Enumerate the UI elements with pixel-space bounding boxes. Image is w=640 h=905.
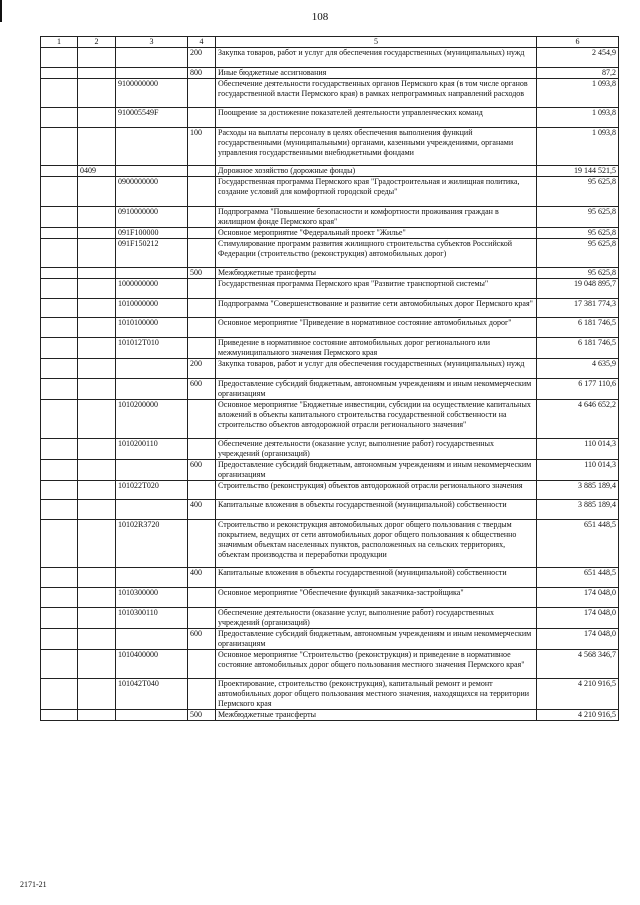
cell-c1 (41, 78, 78, 107)
cell-c1 (41, 438, 78, 459)
table-row (41, 206, 619, 227)
cell-c2 (78, 607, 116, 628)
table-row (41, 438, 619, 459)
cell-c1 (41, 127, 78, 166)
cell-c1 (41, 206, 78, 227)
cell-c6: 2 454,9 (537, 48, 619, 68)
cell-c5: Строительство и реконструкция автомобильных дорог общего пользования с твердым покрытием, ведущих от сети автомобильных дорог общего пользования к общественно значимым объектам населенных пунктов, расположенных на сельских территориях, объектам производства и переработки продукции (216, 520, 537, 568)
cell-c5: Основное мероприятие "Обеспечение функций заказчика-застройщика" (216, 587, 537, 607)
cell-c6: 174 048,0 (537, 628, 619, 649)
cell-c4 (188, 649, 216, 678)
cell-c3 (116, 500, 188, 520)
cell-c4: 500 (188, 267, 216, 278)
header-cell: 3 (116, 37, 188, 48)
cell-c4 (188, 206, 216, 227)
cell-c4 (188, 278, 216, 298)
cell-c6: 4 210 916,5 (537, 678, 619, 709)
cell-c4 (188, 227, 216, 238)
cell-c2 (78, 520, 116, 568)
cell-c6: 110 014,3 (537, 438, 619, 459)
cell-c6: 110 014,3 (537, 459, 619, 480)
table-row (41, 227, 619, 238)
cell-c2 (78, 338, 116, 359)
cell-c2 (78, 568, 116, 588)
cell-c5: Проектирование, строительство (реконструкция), капитальный ремонт и ремонт автомобильных дорог общего пользования местного значения, находящихся на территории Пермского края (216, 678, 537, 709)
table-row (41, 278, 619, 298)
cell-c1 (41, 628, 78, 649)
cell-c5: Обеспечение деятельности (оказание услуг, выполнение работ) государственных учреждений (организаций) (216, 607, 537, 628)
cell-c2 (78, 649, 116, 678)
cell-c3 (116, 127, 188, 166)
cell-c2 (78, 459, 116, 480)
cell-c3: 910005549F (116, 107, 188, 127)
cell-c2 (78, 587, 116, 607)
cell-c6: 4 210 916,5 (537, 709, 619, 720)
table-row (41, 568, 619, 588)
cell-c3: 091F100000 (116, 227, 188, 238)
header-cell: 6 (537, 37, 619, 48)
table-row (41, 338, 619, 359)
cell-c6: 1 093,8 (537, 78, 619, 107)
cell-c3: 1010200110 (116, 438, 188, 459)
header-cell: 2 (78, 37, 116, 48)
cell-c2 (78, 267, 116, 278)
cell-c2 (78, 48, 116, 68)
cell-c5: Поощрение за достижение показателей деятельности управленческих команд (216, 107, 537, 127)
cell-c4 (188, 587, 216, 607)
cell-c4: 500 (188, 709, 216, 720)
cell-c5: Предоставление субсидий бюджетным, автономным учреждениям и иным некоммерческим организациям (216, 459, 537, 480)
cell-c4 (188, 399, 216, 438)
cell-c2 (78, 107, 116, 127)
cell-c3: 101022T020 (116, 480, 188, 500)
cell-c5: Стимулирование программ развития жилищного строительства субъектов Российской Федерации (строительство (реконструкция) автомобильных дорог) (216, 238, 537, 267)
cell-c5: Межбюджетные трансферты (216, 267, 537, 278)
cell-c5: Государственная программа Пермского края "Развитие транспортной системы" (216, 278, 537, 298)
cell-c1 (41, 338, 78, 359)
cell-c5: Обеспечение деятельности государственных органов Пермского края (в том числе органов государственной власти Пермского края) в рамках непрограммных направлений расходов (216, 78, 537, 107)
cell-c5: Основное мероприятие "Бюджетные инвестиции, субсидии на осуществление капитальных вложений в объекты капитального строительства государственной собственности на строительство объектов автодорожной отрасли регионального значения" (216, 399, 537, 438)
cell-c2 (78, 278, 116, 298)
cell-c1 (41, 107, 78, 127)
cell-c3 (116, 359, 188, 379)
cell-c4: 200 (188, 359, 216, 379)
cell-c2 (78, 177, 116, 206)
cell-c6: 651 448,5 (537, 568, 619, 588)
cell-c4: 800 (188, 67, 216, 78)
cell-c3: 1010100000 (116, 318, 188, 338)
cell-c6: 19 144 521,5 (537, 166, 619, 177)
cell-c1 (41, 318, 78, 338)
cell-c2: 0409 (78, 166, 116, 177)
header-cell: 1 (41, 37, 78, 48)
table-row (41, 587, 619, 607)
cell-c5: Подпрограмма "Повышение безопасности и комфортности проживания граждан в жилищном фонде Пермского края" (216, 206, 537, 227)
cell-c6: 6 181 746,5 (537, 318, 619, 338)
cell-c4 (188, 107, 216, 127)
cell-c5: Подпрограмма "Совершенствование и развитие сети автомобильных дорог Пермского края" (216, 298, 537, 318)
budget-table (40, 36, 619, 721)
cell-c5: Иные бюджетные ассигнования (216, 67, 537, 78)
cell-c3 (116, 166, 188, 177)
table-row (41, 166, 619, 177)
cell-c4: 600 (188, 378, 216, 399)
cell-c2 (78, 227, 116, 238)
cell-c1 (41, 378, 78, 399)
cell-c1 (41, 587, 78, 607)
cell-c3: 1010000000 (116, 298, 188, 318)
cell-c2 (78, 127, 116, 166)
cell-c5: Обеспечение деятельности (оказание услуг, выполнение работ) государственных учреждений (организаций) (216, 438, 537, 459)
cell-c3 (116, 48, 188, 68)
cell-c3 (116, 67, 188, 78)
table-row (41, 378, 619, 399)
cell-c4 (188, 78, 216, 107)
cell-c5: Закупка товаров, работ и услуг для обеспечения государственных (муниципальных) нужд (216, 359, 537, 379)
cell-c5: Строительство (реконструкция) объектов автодорожной отрасли регионального значения (216, 480, 537, 500)
cell-c4 (188, 338, 216, 359)
cell-c6: 6 181 746,5 (537, 338, 619, 359)
table-row (41, 318, 619, 338)
table-row (41, 459, 619, 480)
cell-c6: 95 625,8 (537, 206, 619, 227)
table-row (41, 500, 619, 520)
cell-c5: Приведение в нормативное состояние автомобильных дорог регионального или межмуниципального значения Пермского края (216, 338, 537, 359)
table-row (41, 399, 619, 438)
cell-c3: 1000000000 (116, 278, 188, 298)
table-row (41, 480, 619, 500)
cell-c3 (116, 267, 188, 278)
cell-c1 (41, 649, 78, 678)
cell-c4: 600 (188, 459, 216, 480)
cell-c3: 9100000000 (116, 78, 188, 107)
cell-c1 (41, 480, 78, 500)
cell-c1 (41, 607, 78, 628)
cell-c3: 1010400000 (116, 649, 188, 678)
cell-c5: Государственная программа Пермского края "Градостроительная и жилищная политика, создание условий для комфортной городской среды" (216, 177, 537, 206)
cell-c3: 1010300110 (116, 607, 188, 628)
cell-c1 (41, 298, 78, 318)
cell-c5: Основное мероприятие "Федеральный проект "Жилье" (216, 227, 537, 238)
cell-c6: 87,2 (537, 67, 619, 78)
table-row (41, 127, 619, 166)
cell-c2 (78, 678, 116, 709)
cell-c1 (41, 500, 78, 520)
cell-c5: Дорожное хозяйство (дорожные фонды) (216, 166, 537, 177)
cell-c3 (116, 568, 188, 588)
cell-c2 (78, 67, 116, 78)
cell-c6: 4 635,9 (537, 359, 619, 379)
cell-c2 (78, 359, 116, 379)
cell-c1 (41, 709, 78, 720)
cell-c6: 95 625,8 (537, 267, 619, 278)
cell-c6: 95 625,8 (537, 177, 619, 206)
cell-c3: 1010300000 (116, 587, 188, 607)
cell-c3: 0910000000 (116, 206, 188, 227)
table-row (41, 709, 619, 720)
cell-c5: Расходы на выплаты персоналу в целях обеспечения выполнения функций государственными (муниципальными) органами, казенными учреждениями, органами управления государственными внебюджетными фондами (216, 127, 537, 166)
cell-c1 (41, 278, 78, 298)
cell-c6: 6 177 110,6 (537, 378, 619, 399)
cell-c6: 17 381 774,3 (537, 298, 619, 318)
cell-c2 (78, 628, 116, 649)
cell-c4: 100 (188, 127, 216, 166)
cell-c6: 174 048,0 (537, 587, 619, 607)
cell-c6: 651 448,5 (537, 520, 619, 568)
cell-c3: 1010200000 (116, 399, 188, 438)
table-row (41, 107, 619, 127)
cell-c1 (41, 359, 78, 379)
cell-c1 (41, 459, 78, 480)
cell-c1 (41, 166, 78, 177)
cell-c3: 091F150212 (116, 238, 188, 267)
table-row (41, 298, 619, 318)
cell-c6: 4 568 346,7 (537, 649, 619, 678)
cell-c1 (41, 227, 78, 238)
table-row (41, 78, 619, 107)
cell-c3 (116, 459, 188, 480)
cell-c4 (188, 480, 216, 500)
cell-c6: 95 625,8 (537, 227, 619, 238)
table-row (41, 67, 619, 78)
cell-c5: Предоставление субсидий бюджетным, автономным учреждениям и иным некоммерческим организациям (216, 628, 537, 649)
table-row (41, 48, 619, 68)
cell-c3 (116, 628, 188, 649)
cell-c5: Межбюджетные трансферты (216, 709, 537, 720)
cell-c3: 101042T040 (116, 678, 188, 709)
cell-c2 (78, 399, 116, 438)
table-row (41, 628, 619, 649)
cell-c5: Основное мероприятие "Приведение в нормативное состояние автомобильных дорог" (216, 318, 537, 338)
table-row (41, 359, 619, 379)
cell-c3 (116, 378, 188, 399)
cell-c4 (188, 520, 216, 568)
cell-c1 (41, 177, 78, 206)
cell-c6: 1 093,8 (537, 107, 619, 127)
cell-c4 (188, 298, 216, 318)
table-row (41, 177, 619, 206)
cell-c4 (188, 678, 216, 709)
cell-c2 (78, 480, 116, 500)
cell-c4: 400 (188, 500, 216, 520)
cell-c2 (78, 318, 116, 338)
cell-c5: Предоставление субсидий бюджетным, автономным учреждениям и иным некоммерческим организациям (216, 378, 537, 399)
table-row (41, 678, 619, 709)
cell-c1 (41, 267, 78, 278)
page-number: 108 (311, 11, 329, 23)
cell-c2 (78, 500, 116, 520)
cell-c3: 0900000000 (116, 177, 188, 206)
cell-c4 (188, 166, 216, 177)
cell-c1 (41, 520, 78, 568)
table-row (41, 267, 619, 278)
table-row (41, 649, 619, 678)
document-code: 2171-21 (20, 880, 47, 889)
cell-c6: 3 885 189,4 (537, 480, 619, 500)
cell-c2 (78, 378, 116, 399)
cell-c5: Закупка товаров, работ и услуг для обеспечения государственных (муниципальных) нужд (216, 48, 537, 68)
cell-c2 (78, 206, 116, 227)
cell-c5: Капитальные вложения в объекты государственной (муниципальной) собственности (216, 568, 537, 588)
cell-c3 (116, 709, 188, 720)
cell-c6: 19 048 895,7 (537, 278, 619, 298)
cell-c6: 3 885 189,4 (537, 500, 619, 520)
cell-c2 (78, 438, 116, 459)
cell-c1 (41, 238, 78, 267)
cell-c4 (188, 318, 216, 338)
cell-c1 (41, 568, 78, 588)
cell-c2 (78, 238, 116, 267)
cell-c6: 174 048,0 (537, 607, 619, 628)
cell-c4: 600 (188, 628, 216, 649)
cell-c2 (78, 709, 116, 720)
cell-c4: 400 (188, 568, 216, 588)
cell-c3: 10102R3720 (116, 520, 188, 568)
cell-c4 (188, 177, 216, 206)
cell-c5: Капитальные вложения в объекты государственной (муниципальной) собственности (216, 500, 537, 520)
cell-c1 (41, 48, 78, 68)
cell-c1 (41, 399, 78, 438)
header-row (41, 37, 619, 48)
cell-c4 (188, 438, 216, 459)
cell-c3: 101012T010 (116, 338, 188, 359)
cell-c5: Основное мероприятие "Строительство (реконструкция) и приведение в нормативное состояние автомобильных дорог общего пользования местного значения Пермского края" (216, 649, 537, 678)
cell-c4 (188, 238, 216, 267)
cell-c6: 1 093,8 (537, 127, 619, 166)
cell-c4: 200 (188, 48, 216, 68)
table-row (41, 238, 619, 267)
cell-c6: 95 625,8 (537, 238, 619, 267)
cell-c2 (78, 78, 116, 107)
cell-c1 (41, 678, 78, 709)
table-row (41, 520, 619, 568)
header-cell: 5 (216, 37, 537, 48)
header-cell: 4 (188, 37, 216, 48)
cell-c1 (41, 67, 78, 78)
table-row (41, 607, 619, 628)
cell-c6: 4 646 652,2 (537, 399, 619, 438)
cell-c2 (78, 298, 116, 318)
cell-c4 (188, 607, 216, 628)
